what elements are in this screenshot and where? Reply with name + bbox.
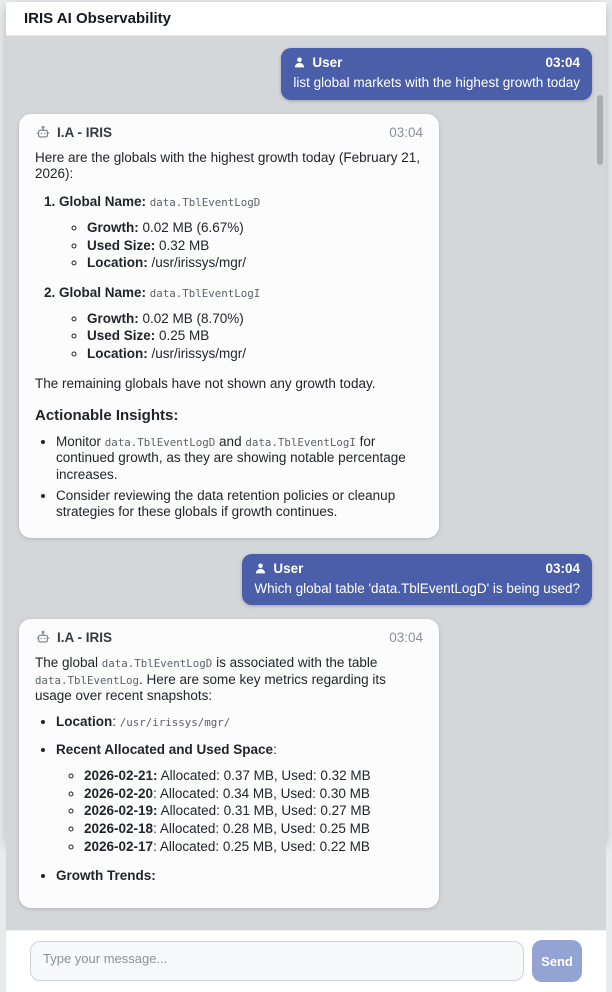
text-segment: Allocated: 0.37 MB, Used: 0.32 MB [157, 767, 371, 783]
text-segment: Location: [87, 255, 148, 271]
text-segment: The global [35, 655, 102, 671]
text-segment: /usr/irissys/mgr/ [147, 255, 247, 271]
list-item [56, 488, 423, 521]
inline-code: data.TblEventLogD [101, 657, 213, 671]
bullet-list [35, 434, 423, 521]
text-segment: Actionable Insights: [35, 407, 179, 425]
paragraph [35, 376, 423, 392]
text-segment: : Allocated: 0.34 MB, Used: 0.30 MB [153, 785, 370, 801]
message-time: 03:04 [545, 55, 580, 70]
list-item [84, 786, 423, 803]
user-message [281, 48, 592, 100]
text-segment: Monitor [56, 433, 105, 449]
text-segment: Location: [87, 346, 148, 362]
paragraph [35, 655, 423, 704]
composer [6, 930, 606, 992]
list-item [84, 803, 423, 820]
app-title: IRIS AI Observability [24, 10, 171, 27]
inline-code: data.TblEventLogD [149, 196, 261, 210]
robot-icon [35, 125, 51, 140]
text-segment: 2026-02-18 [84, 821, 154, 837]
text-segment: 2026-02-19: [84, 803, 158, 819]
text-segment: 0.32 MB [155, 237, 210, 253]
chat-area[interactable] [6, 36, 606, 930]
message-text: list global markets with the highest growth today [293, 75, 580, 90]
list-item [87, 311, 423, 328]
message-sender: User [273, 560, 304, 576]
bullet-list [35, 714, 423, 884]
message-content [35, 655, 423, 883]
text-segment: . Here are some key metrics regarding its usage over recent snapshots: [35, 671, 386, 704]
text-segment: Global Name: [59, 285, 150, 301]
message-text: Which global table 'data.TblEventLogD' is being used? [254, 580, 580, 596]
section-heading [35, 407, 423, 425]
text-segment: The remaining globals have not shown any growth today. [35, 375, 376, 391]
paragraph [35, 150, 423, 183]
list-item [59, 194, 423, 272]
inline-code: data.TblEventLog [35, 673, 140, 687]
text-segment: Recent Allocated and Used Space [56, 742, 274, 758]
scrollbar-thumb[interactable] [597, 95, 603, 165]
list-item [87, 346, 423, 363]
list-item [59, 285, 423, 363]
text-segment: : [112, 713, 120, 729]
list-item [87, 328, 423, 345]
text-segment: Global Name: [59, 194, 150, 210]
text-segment: for continued growth, as they are showing notable percentage increases. [56, 433, 406, 482]
list-item [84, 821, 423, 838]
message-input[interactable] [30, 941, 524, 981]
text-segment: : Allocated: 0.28 MB, Used: 0.25 MB [153, 821, 370, 837]
message-sender: User [312, 55, 343, 70]
text-segment: Allocated: 0.31 MB, Used: 0.27 MB [157, 803, 371, 819]
user-icon [293, 56, 306, 69]
inline-code: /usr/irissys/mgr/ [119, 715, 231, 729]
inline-code: data.TblEventLogI [149, 287, 261, 301]
list-item [56, 742, 423, 855]
message-time: 03:04 [389, 124, 423, 140]
message-time: 03:04 [545, 560, 580, 576]
text-segment: Growth: [87, 219, 139, 235]
app-header [6, 2, 606, 36]
user-icon [254, 562, 267, 575]
sub-list [59, 311, 423, 363]
list-item [87, 220, 423, 237]
text-segment: Used Size: [87, 328, 156, 344]
assistant-message [19, 114, 439, 538]
message-header [35, 125, 423, 140]
text-segment: Consider reviewing the data retention policies or cleanup strategies for these globals if growth continues. [56, 488, 396, 520]
text-segment: 0.25 MB [155, 328, 210, 344]
list-item [56, 434, 423, 483]
message-header [293, 55, 580, 70]
robot-icon [35, 630, 51, 645]
send-button[interactable]: Send [532, 940, 582, 982]
sub-list [56, 768, 423, 856]
ordered-list [35, 194, 423, 362]
text-segment: : Allocated: 0.25 MB, Used: 0.22 MB [153, 838, 370, 854]
text-segment: 0.02 MB (6.67%) [138, 219, 244, 235]
message-header [35, 630, 423, 645]
text-segment: 2026-02-17 [84, 838, 154, 854]
list-item [87, 255, 423, 272]
text-segment: Used Size: [87, 237, 156, 253]
list-item [87, 238, 423, 255]
message-time: 03:04 [389, 630, 423, 646]
text-segment: is associated with the table [212, 655, 378, 671]
text-segment: 0.02 MB (8.70%) [138, 310, 244, 326]
list-item [84, 839, 423, 856]
text-segment: : [273, 742, 277, 758]
text-segment: /usr/irissys/mgr/ [147, 346, 247, 362]
text-segment: 2026-02-20 [84, 785, 154, 801]
app-window [6, 2, 606, 969]
inline-code: data.TblEventLogI [245, 435, 356, 449]
list-item [56, 714, 423, 730]
list-item [56, 868, 423, 884]
text-segment: Here are the globals with the highest growth today (February 21, 2026): [35, 149, 420, 182]
inline-code: data.TblEventLogD [104, 435, 216, 449]
text-segment: Growth Trends: [56, 867, 156, 883]
user-message [242, 554, 592, 606]
message-header [254, 561, 580, 576]
text-segment: Growth: [87, 310, 139, 326]
message-sender: I.A - IRIS [57, 124, 113, 140]
text-segment: 2026-02-21: [84, 767, 158, 783]
text-segment: Location [56, 713, 113, 729]
text-segment: and [215, 433, 246, 449]
message-content [35, 150, 423, 521]
message-sender: I.A - IRIS [57, 630, 113, 646]
assistant-message [19, 619, 439, 907]
sub-list [59, 220, 423, 272]
list-item [84, 768, 423, 785]
